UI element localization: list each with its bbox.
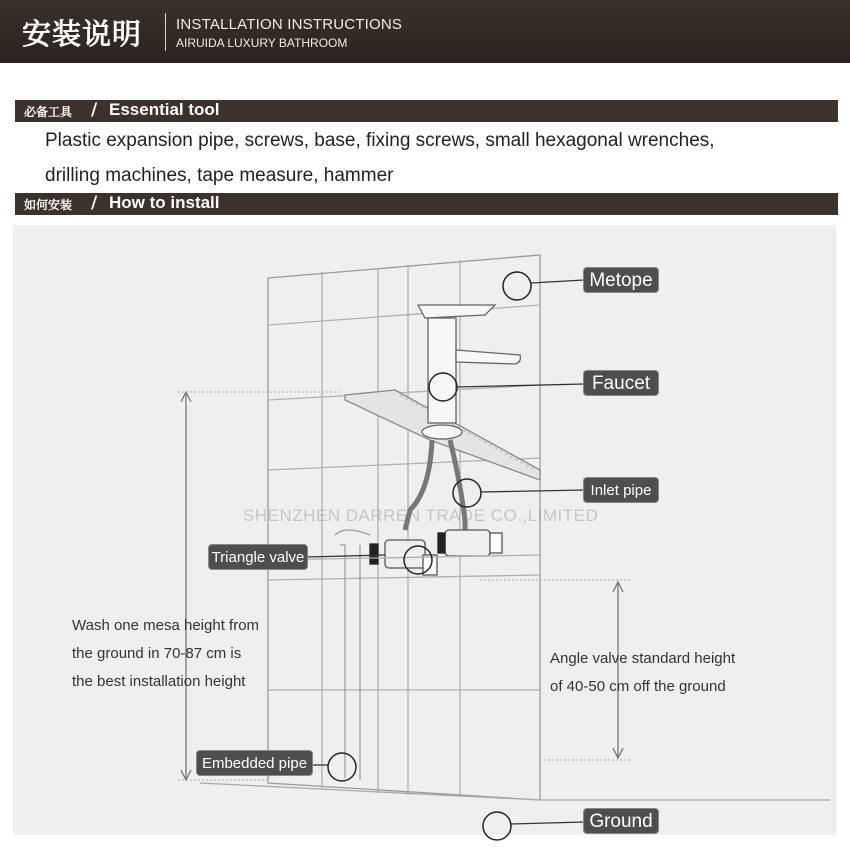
marker-circle <box>503 272 531 300</box>
tile-line <box>268 305 540 325</box>
header-title-en: INSTALLATION INSTRUCTIONS <box>176 16 403 33</box>
callout-embedded-pipe: Embedded pipe <box>196 750 313 776</box>
valve-washer <box>370 544 378 564</box>
faucet-handle <box>418 305 495 318</box>
header-subtitle: AIRUIDA LUXURY BATHROOM <box>176 36 348 50</box>
callout-triangle-valve: Triangle valve <box>208 544 308 570</box>
embedded-pipe-elbow <box>335 530 370 535</box>
faucet-base <box>422 425 462 439</box>
callout-metope: Metope <box>583 267 659 293</box>
note-line: the ground in 70-87 cm is <box>72 645 242 662</box>
note-line: Wash one mesa height from <box>72 617 260 634</box>
callout-inlet-pipe: Inlet pipe <box>583 477 659 503</box>
ground-line <box>200 783 830 800</box>
section-separator: / <box>91 193 98 213</box>
note-line: Angle valve standard height <box>550 650 736 667</box>
marker-circle <box>483 812 511 840</box>
valve-cap <box>490 533 502 553</box>
tile-line <box>268 575 540 580</box>
section-label-cn: 如何安装 <box>24 198 73 212</box>
embedded-pipe-left-edge <box>340 545 345 778</box>
mesa-height-note <box>72 612 259 696</box>
note-line: the best installation height <box>72 673 246 690</box>
leader-ground <box>511 822 584 824</box>
marker-circle <box>453 479 481 507</box>
section-label-en: How to install <box>109 193 220 212</box>
leader-metope <box>531 280 584 283</box>
valve-washer <box>438 533 445 553</box>
tool-list-line-1: Plastic expansion pipe, screws, base, fixing screws, small hexagonal wrenches, <box>45 130 715 151</box>
valve-right <box>445 530 490 556</box>
leader-inlet-pipe <box>481 490 584 492</box>
marker-circle <box>328 753 356 781</box>
faucet-body <box>428 318 456 423</box>
note-line: of 40-50 cm off the ground <box>550 678 726 695</box>
section-separator: / <box>91 100 98 120</box>
valve-height-note <box>550 645 735 701</box>
header-title-cn: 安装说明 <box>22 17 143 51</box>
watermark: SHENZHEN DARREN TRADE CO.,LIMITED <box>243 506 599 525</box>
section-label-cn: 必备工具 <box>24 105 73 119</box>
callout-ground: Ground <box>583 808 659 834</box>
callout-faucet: Faucet <box>583 370 659 396</box>
section-label-en: Essential tool <box>109 100 220 119</box>
tool-list-line-2: drilling machines, tape measure, hammer <box>45 165 394 186</box>
faucet-spout <box>456 350 520 364</box>
